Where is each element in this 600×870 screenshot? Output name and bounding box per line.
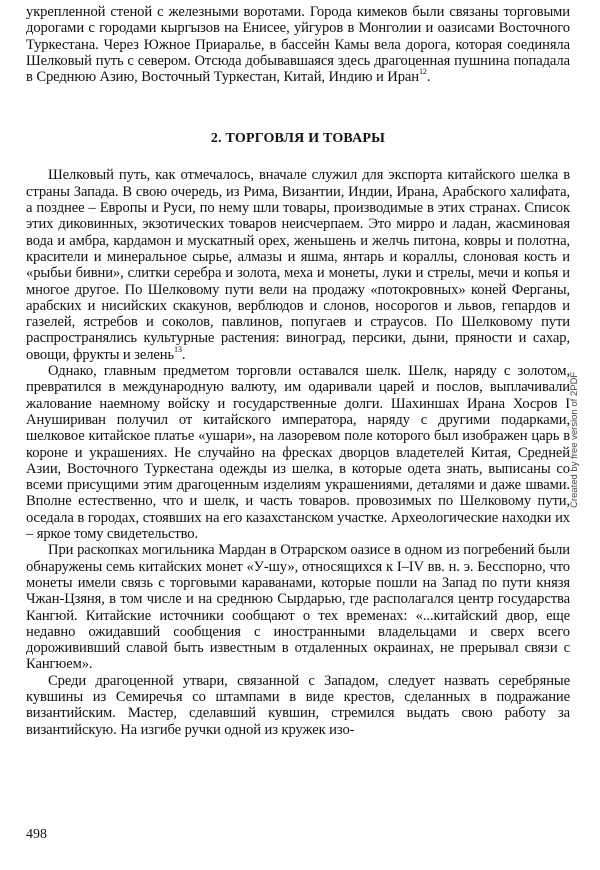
- footnote-ref: 12: [419, 67, 427, 77]
- section-heading: 2. ТОРГОВЛЯ И ТОВАРЫ: [210, 131, 386, 147]
- paragraph-tail: .: [426, 69, 431, 86]
- paragraph-text: Шелковый путь, как отмечалось, вначале служил для экспорта китайского шелка в страны Запада. В свою очередь, из Рима, Византии, Индии, Ирана, Арабского халифата, а позднее – Европы и Руси, по нему шли товары, производимые в этих странах. Список этих диковинных, экзотических товаров неисчерпаем. Это мирро и ладан, жасминовая вода и амбра, кардамон и мускатный орех, женьшень и желчь питона, ковры и полотна, красители и минеральное сырье, алмазы и яшма, янтарь и кораллы, слоновая кость и «рыбьи бивни», слитки серебра и золота, меха и монеты, луки и стрелы, мечи и копья и многое другое. По Шелковому пути вели на продажу «потокровных» коней Ферганы, арабских и нисийских скакунов, верблюдов и слонов, носорогов и львов, гепардов и газелей, ястребов и соколов, павлинов, попугаев и страусов. По Шелковому пути распространялись культурные растения: виноград, персики, дыни, пряности и сахар, овощи, фрукты и зелень: [26, 167, 570, 363]
- watermark-side-note: Created by free version of 2PDF: [569, 371, 580, 508]
- paragraph-tail: .: [181, 346, 186, 363]
- paragraph-mardan-excavations: [26, 542, 570, 672]
- paragraph-text: При раскопках могильника Мардан в Отрарском оазисе в одном из погребений были обнаружены семь китайских монет «У-шу», относящихся к I–IV вв. н. э. Бесспорно, что монеты имели связь с торговыми караванами, которые пошли на Запад по пути князя Чжан-Цзяня, в том числе и на среднюю Сырдарью, где располагался центр государства Кангюй. Китайские источники сообщают о тех временах: «...китайский двор, еще недавно ожидавший сообщения с иностранными владельцами и сверх всего дорожививший славой быть известным в отдаленных окраинах, не прерывал связи с Кангюем».: [26, 542, 570, 673]
- paragraph-silk-currency: [26, 363, 570, 542]
- paragraph-silver-jugs: [26, 673, 570, 738]
- paragraph-kimek-cities: [26, 4, 570, 85]
- text-page: [26, 4, 570, 738]
- page-number: 498: [26, 827, 47, 842]
- paragraph-silk-road-goods: [26, 167, 570, 363]
- footnote-ref: 13: [174, 344, 182, 354]
- paragraph-text: укрепленной стеной с железными воротами. Города кимеков были связаны торговыми дорогами с городами кыргызов на Енисее, уйгуров в Монголии и оазисами Восточного Туркестана. Через Южное Приаралье, в бассейн Камы вела дорога, которая соединяла Шелковый путь с севером. Отсюда добывавшаяся здесь драгоценная пушнина попадала в Среднюю Азию, Восточный Туркестан, Китай, Индию и Иран: [26, 4, 570, 86]
- paragraph-text: Однако, главным предметом торговли оставался шелк. Шелк, наряду с золотом, превратился в международную валюту, им одаривали царей и послов, выплачивали жалование наемному войску и государственные долги. Шахиншах Ирана Хосров I Анушириван получил от китайского императора, наряду с другими подарками, шелковое китайское платье «ушари», на лазоревом поле которого был изображен царь в короне и украшениях. Не случайно на фресках дворцов владетелей Китая, Средней Азии, Восточного Туркестана одежды из шелка, в которые одета знать, выписаны со всеми присущими этим драгоценным изделиям украшениями, деталями и даже швами. Вполне естественно, что и шелк, и часть товаров. провозимых по Шелковому пути, оседала в городах, стоявших на его казахстанском участке. Археологические находки их – яркое тому свидетельство.: [26, 363, 570, 543]
- paragraph-text: Среди драгоценной утвари, связанной с Западом, следует назвать серебряные кувшины из Семиречья со штампами в виде крестов, сделанных в подражание византийским. Мастер, сделавший кувшин, стремился выдать свою работу за византийскую. На изгибе ручки одной из кружек изо-: [26, 672, 570, 738]
